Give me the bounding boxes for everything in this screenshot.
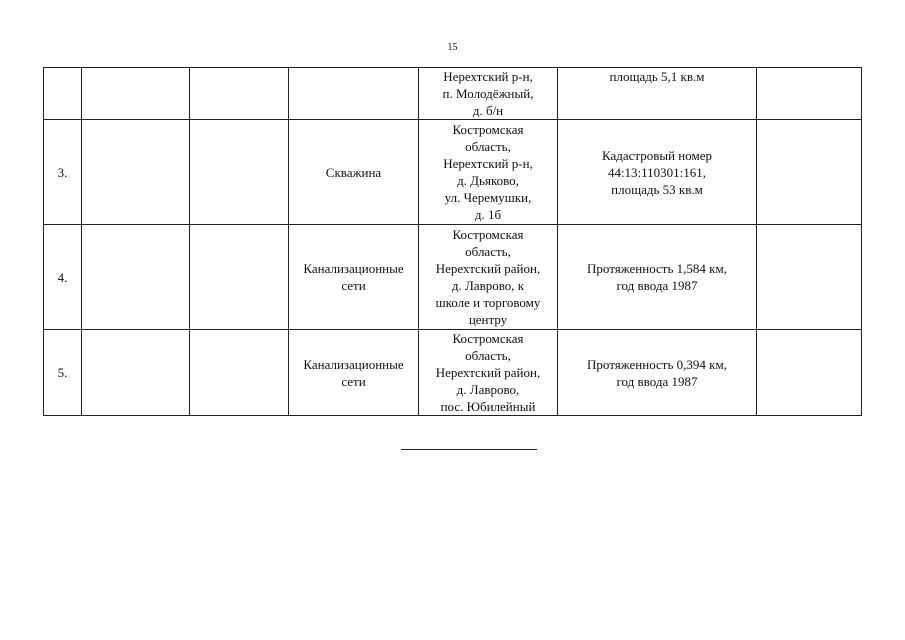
- characteristics-cell: площадь 5,1 кв.м: [558, 68, 757, 120]
- object-name-cell: Канализационные сети: [289, 225, 419, 330]
- characteristics-cell: Протяженность 1,584 км, год ввода 1987: [558, 225, 757, 330]
- table-cell: [82, 68, 190, 120]
- table-cell: [190, 330, 289, 416]
- table-cell: [757, 120, 862, 225]
- table-row: [44, 330, 862, 416]
- table-cell: [82, 330, 190, 416]
- table-cell: [190, 120, 289, 225]
- address-cell: Нерехтский р-н, п. Молодёжный, д. б/н: [419, 68, 558, 120]
- table-cell: [82, 120, 190, 225]
- table-cell: [190, 68, 289, 120]
- footer-divider: [401, 449, 537, 450]
- table-cell: [82, 225, 190, 330]
- table-cell: [190, 225, 289, 330]
- table-row: [44, 120, 862, 225]
- table-cell: [757, 68, 862, 120]
- table-cell: [757, 225, 862, 330]
- row-number-cell: 5.: [44, 330, 82, 416]
- address-cell: Костромская область, Нерехтский район, д. Лаврово, пос. Юбилейный: [419, 330, 558, 416]
- object-name-cell: [289, 68, 419, 120]
- page-number: 15: [447, 42, 458, 53]
- property-registry-table: [43, 67, 862, 416]
- characteristics-cell: Протяженность 0,394 км, год ввода 1987: [558, 330, 757, 416]
- table-row: [44, 68, 862, 120]
- object-name-cell: Канализационные сети: [289, 330, 419, 416]
- table-cell: [757, 330, 862, 416]
- object-name-cell: Скважина: [289, 120, 419, 225]
- row-number-cell: 4.: [44, 225, 82, 330]
- table-row: [44, 225, 862, 330]
- characteristics-cell: Кадастровый номер 44:13:110301:161, площадь 53 кв.м: [558, 120, 757, 225]
- row-number-cell: 3.: [44, 120, 82, 225]
- address-cell: Костромская область, Нерехтский р-н, д. Дьяково, ул. Черемушки, д. 1б: [419, 120, 558, 225]
- address-cell: Костромская область, Нерехтский район, д. Лаврово, к школе и торговому центру: [419, 225, 558, 330]
- row-number-cell: [44, 68, 82, 120]
